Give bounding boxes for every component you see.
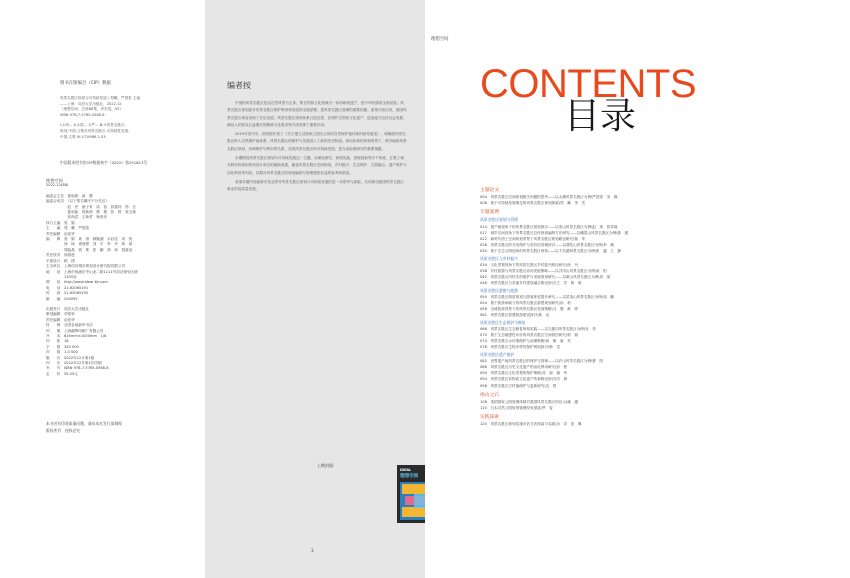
editorial-line: 夏南凯 蒋新颜 缪 敏 张 榜 周玉斌: [46, 210, 136, 215]
editorial-line: 平面设计 顾 捷: [46, 258, 75, 263]
contents-heading-cn: 目录: [564, 96, 637, 137]
editorial-line: 主办单位 上海同济城市规划设计研究院有限公司: [46, 264, 126, 269]
editorial-board: [46, 178, 196, 377]
editorial-line: 开 本 635mm×1000mm 1/8: [46, 333, 107, 338]
editorial-line: 印 次 2022年12月第1次印刷: [46, 361, 102, 365]
toc-entry[interactable]: 014 遗产地视角下的风景名胜区规划探讨——以泰山风景名胜区为例\赵 爽 曾祥谋: [480, 224, 618, 229]
toc-subsection-heading: 风景名胜区遗产保护: [480, 351, 515, 357]
editorial-line: 执行主编 管 娟: [46, 220, 75, 225]
toc-subsection-heading: 风景名胜区规划与管理: [480, 217, 518, 223]
editorial-line: 地 址 上海市杨浦区中山北二路1111号同济规划大厦: [46, 269, 138, 274]
toc-entry[interactable]: 106 美国国家公园管理体制对我国风景名胜区的启示\潘 越: [480, 399, 578, 404]
toc-entry[interactable]: 082 世界遗产地风景名胜区的保护与管理——以庐山风景名胜区为例\曹 阳: [480, 358, 604, 363]
table-of-contents: [480, 184, 830, 428]
toc-subsection-heading: 风景名胜区与乡村振兴: [480, 255, 518, 261]
cip-line: ——上海：同济大学出版社，2022.12: [60, 101, 122, 106]
left-page: [0, 0, 205, 578]
editorial-line: 邮 编 200092: [46, 296, 78, 301]
editorial-line: 责任编辑 由爱华: [46, 317, 75, 322]
toc-entry[interactable]: 046 风景名胜区与美丽乡村建设融合路径探讨\王 芳 陈 明: [480, 281, 582, 286]
toc-entry[interactable]: 004 风景名胜区空间规划相关问题的思考——以太湖风景名胜区为例\严国泰 宋 霖: [480, 195, 618, 199]
editorial-line: 经 销 全国各地新华书店: [46, 323, 93, 328]
editorial-line: 责任编辑 由爱华: [46, 231, 75, 236]
toc-entry[interactable]: 030 基于生态文明视角的风景名胜区规划——以千岛湖风景名胜区为例\张 越 王 静: [480, 249, 622, 254]
toc-entry[interactable]: 038 乡村旅游与风景名胜区协同发展策略——以井冈山风景名胜区为例\高 阳: [480, 269, 607, 274]
editorial-line: 书 号 ISBN 978-7-5765-0568-8: [46, 366, 109, 371]
toc-entry[interactable]: 054 基于旅游承载力的风景名胜区游憩规划研究\孙 莉: [480, 301, 571, 306]
toc-entry[interactable]: 094 风景名胜区非物质文化遗产传承路径探讨\冯 晨: [480, 377, 568, 382]
toc-subsection-heading: 风景名胜区游憩与旅游: [480, 287, 518, 293]
editor-paragraph: 2019年党中央、国务院印发了《关于建立以国家公园为主体的自然保护地体系的指导意见》，明确将风景名胜区纳入自然保护地体系，风景名胜区的保护与发展进入了新的历史阶段。如何在新的体制背景下，科学编制风景名胜区规划，协调保护与利用的关系，实现风景名胜区的可持续发展，是当前亟需研究的重要课题。: [227, 132, 407, 151]
editorial-line: 网 址 http://www.ideal-Ke.com: [46, 280, 108, 285]
toc-entry[interactable]: 070 基于生态敏感性评价的风景名胜区空间管控研究\郭 瑞: [480, 333, 578, 338]
toc-entry[interactable]: 066 风景名胜区生态修复规划实践——以九寨沟风景名胜区为例\吴 昊: [480, 326, 596, 331]
editorial-line: 版 次 2022年12月第1版: [46, 355, 95, 360]
cip-line: （理想空间；总第88集，华东卷，92）: [60, 107, 124, 112]
editorial-line: 1105室: [46, 274, 77, 279]
toc-entry[interactable]: 058 全域旅游背景下的风景名胜区发展策略\马 骏 黄 婷: [480, 307, 578, 312]
copyright-note: [46, 420, 196, 434]
contents-heading: CONTENTS: [480, 62, 696, 106]
editorial-line: 出版发行 同济大学出版社: [46, 306, 90, 311]
toc-entry[interactable]: 034 文化景观视角下的风景名胜区乡村振兴路径研究\徐 丹: [480, 262, 578, 267]
editorial-line: 电 话 21-62065191: [46, 285, 89, 290]
toc-subsection-heading: 风景名胜区生态保护与修复: [480, 319, 526, 325]
middle-page: [205, 0, 425, 578]
editorial-lines: [46, 194, 196, 377]
toc-section-heading: 主题论文: [480, 188, 500, 193]
editorial-line: 责任校对 徐春莲: [46, 253, 75, 258]
editorial-line: 徐 杨 徐逸程 刘 平 李 丹 黄 斌: [46, 242, 133, 247]
editorial-line: 张尚武 王新哲 杨贵庆: [46, 215, 108, 220]
toc-entry[interactable]: 022 新时代国土空间规划背景下风景名胜区规划路径研究\杨 华: [480, 237, 586, 242]
editorial-line: 策划编辑 华春荣: [46, 312, 75, 317]
toc-entry[interactable]: 086 风景名胜区历史文化遗产的活化利用研究\彭 程: [480, 365, 568, 370]
book-brand: IDEAL: [400, 468, 412, 472]
editor-note-body: [227, 100, 407, 196]
toc-entry[interactable]: 110 日本自然公园规划管理经验借鉴\罗 雯: [480, 406, 553, 411]
editorial-line: 编 辑 管 娟 姜 涛 顾毓涵 余启佳 刘 悦: [46, 237, 133, 242]
editor-paragraph: 希望本期内容能够引发业界对风景名胜区规划与可持续发展的进一步思考与探索，共同推动我国风景名胜区事业的高质量发展。: [227, 179, 404, 192]
book-name: 理想空间: [400, 474, 419, 479]
cip-line: ISBN 978-7-5765-0568-8: [60, 112, 105, 117]
toc-section-heading: 实践探索: [480, 415, 500, 421]
cip-line: 规划-中国-文集②风景名胜区-可持续性发展-: [60, 128, 130, 133]
editor-paragraph: 中国的风景名胜区是以自然风景为主体，集自然和文化资源为一体的珍贵遗产，是中华民族的宝贵财富。风景名胜区规划是对风景名胜区保护利用和发展的全面部署，是风景名胜区管理的重要依据。改革开放以来，我国风景名胜区事业得到了长足发展，风景名胜区规划体系日趋完善，在保护自然和文化遗产、促进地方经济社会发展、满足人民群众日益增长的精神文化需求等方面发挥了重要作用。: [227, 101, 407, 127]
editor-paragraph: 本期围绕风景名胜区规划与可持续发展这一主题，从理论研究、规划实践、管理创新等多个角度，汇集了相关研究机构和规划设计单位的最新成果，涵盖风景名胜区空间规划、乡村振兴、生态保护、文旅融合、遗产保护与活化利用等内容，以期为风景名胜区的规划编制与管理提供有益的参考和借鉴。: [227, 156, 407, 175]
editorial-line: 郑晶晶 钱 维 张 鹏 徐 扬 钱嘉尧: [46, 247, 133, 252]
toc-entry[interactable]: 078 风景名胜区生物多样性保护规划探讨\韩 雪: [480, 345, 560, 350]
editorial-line: 传 真 21-62065192: [46, 291, 89, 296]
toc-entry[interactable]: 017 城乡空间视角下风景名胜区总体规划编制方法研究——以峨眉山风景名胜区为例\陈 媛: [480, 230, 629, 235]
toc-entry[interactable]: 090 风景名胜区文化景观的保护策略\邓 丽 谢 华: [480, 371, 568, 376]
cip-line: Ⅰ.①风… Ⅱ.①郑… ②严… Ⅲ.①风景名胜区-: [60, 123, 126, 128]
toc-entry[interactable]: 120 风景名胜区规划实施评估方法探索与实践\余 洋 范 琳: [480, 422, 582, 427]
editorial-line: 主 编 郑 曦 严国泰: [46, 226, 90, 231]
editor-note-title: 编者按: [227, 81, 251, 90]
series-title: 理想空间: [46, 178, 63, 183]
previous-cover-label: 上期封面：: [317, 463, 337, 468]
toc-section-heading: 专题案例: [480, 210, 500, 216]
toc-entry[interactable]: 026 风景名胜区的分类保护与差异化管理探讨——以普陀山风景名胜区为例\李 楠: [480, 243, 614, 248]
editorial-line: 编委会主任 夏南凯 俞 静: [46, 193, 93, 198]
toc-entry[interactable]: 074 风景名胜区水环境保护与治理策略\何 敏 唐 亮: [480, 339, 571, 344]
cip-number: 中国版本图书馆CIP数据核字（2022）第251813号: [60, 160, 148, 165]
editorial-line: 编委会成员 （以下排名顺序不分先后）: [46, 199, 109, 204]
cip-data: [60, 96, 192, 140]
toc-entry[interactable]: 062 风景名胜区智慧旅游建设探讨\林 洁: [480, 313, 550, 318]
editorial-line: 赵 民 唐子来 周 俭 彭震伟 郑 正: [46, 204, 136, 209]
toc-entry[interactable]: 042 风景名胜区内村庄的保护与发展规划研究——以黄山风景名胜区为例\刘 斌: [480, 275, 611, 280]
editorial-line: 字 数 320 000: [46, 344, 79, 349]
toc-entry[interactable]: 050 风景名胜区游赏规划与游客体验提升研究——以武夷山风景名胜区为例\周 鹏: [480, 294, 614, 299]
note-line: 版权所有 侵权必究: [46, 428, 81, 433]
cip-title: 图书在版编目（CIP）数据: [60, 81, 111, 86]
magazine-label: 理想空间: [431, 37, 449, 42]
cip-line: 风景名胜区规划与可持续发展 / 郑曦，严国泰 主编: [60, 96, 141, 100]
series-date: 2022-12(88): [46, 183, 69, 188]
editorial-line: 印 刷 上海颛辉印刷厂有限公司: [46, 328, 104, 333]
toc-entry[interactable]: 098 风景名胜区古村落保护与更新研究\沈 悦: [480, 383, 557, 388]
cip-line: 中国-文集 Ⅳ.①TU986.2-53: [60, 134, 106, 139]
toc-section-heading: 他山之石: [480, 392, 500, 398]
note-line: 本书若有印装质量问题，请向本社发行部调换: [46, 421, 122, 426]
editorial-line: 定 价 55.00元: [46, 371, 78, 376]
editorial-line: 印 张 16: [46, 339, 69, 344]
editorial-line: 印 数 1-3 000: [46, 350, 78, 355]
page-number: 3: [311, 548, 314, 553]
toc-entry[interactable]: 008 基于可持续发展理念的风景名胜区规划探索\郑 曦 李 雪: [480, 201, 586, 206]
